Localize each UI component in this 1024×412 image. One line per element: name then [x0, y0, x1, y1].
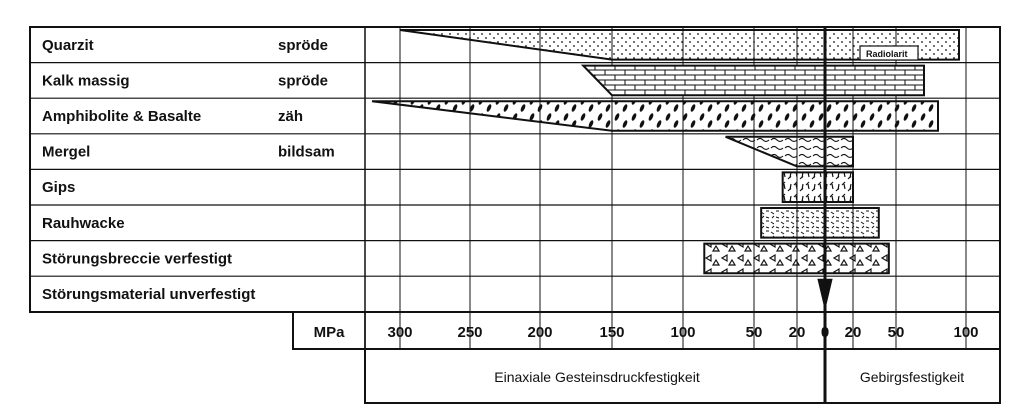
rock-name: Kalk massig [42, 72, 130, 90]
range-band [761, 208, 879, 238]
right-caption: Gebirgsfestigkeit [859, 369, 965, 385]
rock-name: Amphibolite & Basalte [42, 108, 202, 125]
rock-name: Gips [42, 179, 76, 197]
tick-label: 250 [457, 324, 483, 341]
tick-label: 150 [599, 324, 625, 341]
tick-label: 100 [953, 324, 979, 341]
rock-name: Störungsmaterial unverfestigt [42, 286, 256, 303]
tick-label: 50 [887, 324, 905, 341]
rock-property: zäh [278, 108, 304, 125]
range-band [372, 101, 938, 131]
tick-label: 300 [387, 324, 413, 341]
tick-label: 20 [844, 324, 862, 341]
tick-label: 20 [788, 324, 806, 341]
tick-label: 0 [820, 324, 830, 341]
rock-property: spröde [278, 36, 329, 54]
rock-name: Mergel [42, 143, 91, 161]
axis-unit: MPa [313, 324, 345, 341]
range-band [726, 137, 853, 167]
rock-property: bildsam [278, 143, 335, 161]
radiolarit-label: Radiolarit [866, 49, 908, 59]
rock-name: Quarzit [42, 36, 94, 54]
range-band [583, 66, 924, 96]
tick-label: 100 [670, 324, 696, 341]
range-band [704, 244, 889, 274]
rock-name: Rauhwacke [42, 214, 125, 232]
tick-label: 50 [745, 324, 763, 341]
rock-property: spröde [278, 72, 329, 90]
tick-label: 200 [527, 324, 553, 341]
left-caption: Einaxiale Gesteinsdruckfestigkeit [494, 369, 700, 385]
axis-ticks [387, 324, 978, 341]
rock-name: Störungsbreccie verfestigt [42, 250, 233, 268]
range-band [783, 172, 853, 202]
